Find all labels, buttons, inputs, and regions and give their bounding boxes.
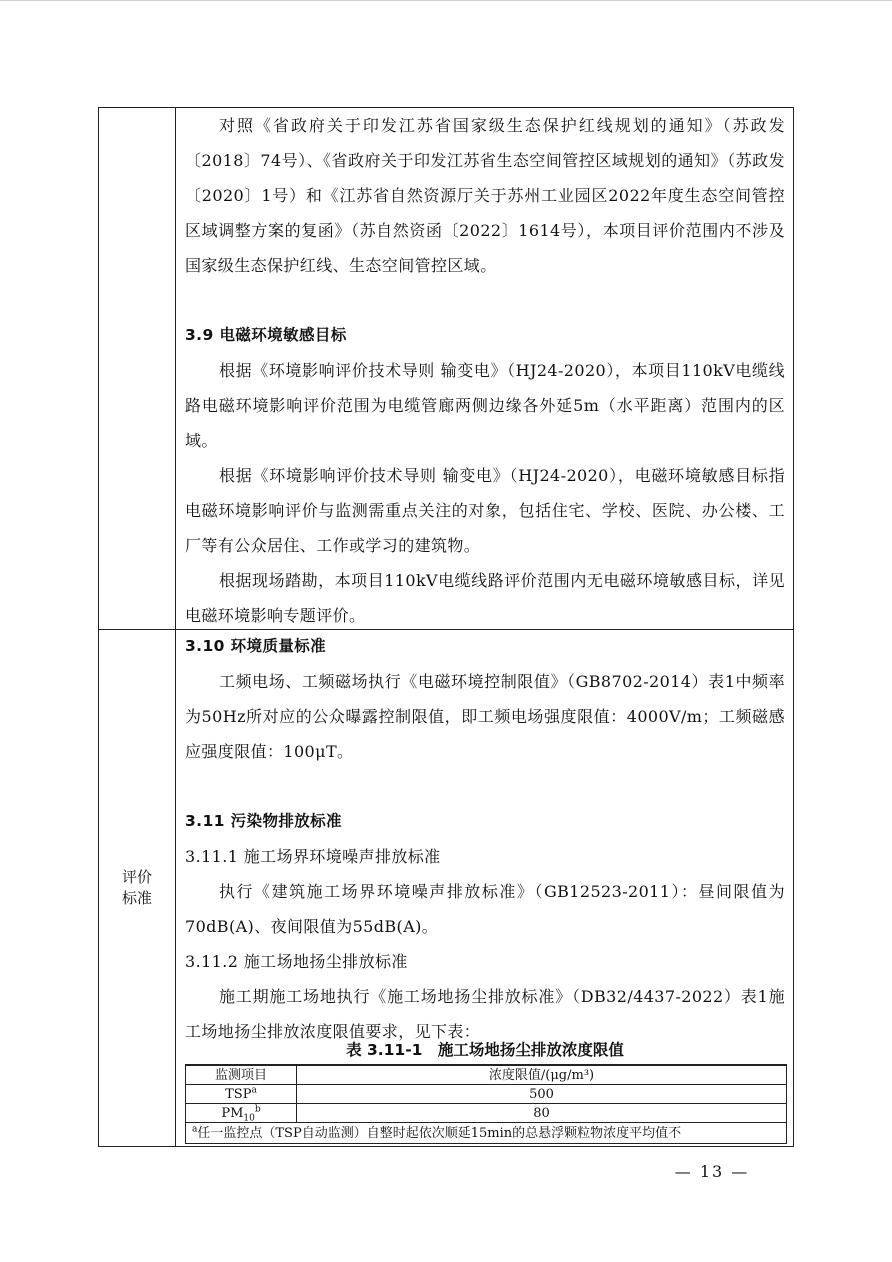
row-value: 500 (297, 1085, 787, 1104)
row-item-name: PM (221, 1105, 244, 1121)
section-3-9-paragraph-3: 根据现场踏勘，本项目110kV电缆线路评价范围内无电磁环境敏感目标，详见电磁环境影响专题评价。 (185, 571, 785, 625)
note-text: 任一监控点（TSP自动监测）自整时起依次顺延15min的总悬浮颗粒物浓度平均值不 (197, 1125, 682, 1141)
row-item-footnote-mark: b (254, 1104, 261, 1115)
section-3-11-1-paragraph: 执行《建筑施工场界环境噪声排放标准》（GB12523-2011）：昼间限值为70dB(A)、夜间限值为55dB(A)。 (185, 882, 785, 936)
section-3-11-heading: 3.11 污染物排放标准 (185, 812, 342, 830)
section-3-10-paragraph: 工频电场、工频磁场执行《电磁环境控制限值》（GB8702-2014）表1中频率为50Hz所对应的公众曝露控制限值，即工频电场强度限值：4000V/m；工频磁感应强度限值：100μT。 (185, 672, 785, 761)
table-header-row (186, 1065, 787, 1085)
section-3-11-1-heading: 3.11.1 施工场界环境噪声排放标准 (185, 847, 441, 866)
note-footnote-mark: a (192, 1124, 198, 1135)
section-3-11-2-heading: 3.11.2 施工场地扬尘排放标准 (185, 952, 408, 971)
page-top-line (0, 0, 892, 1)
dust-limit-table (185, 1064, 787, 1144)
lower-content-cell (185, 629, 785, 1049)
row-item-footnote-mark: a (251, 1085, 257, 1096)
section-3-9-paragraph-2: 根据《环境影响评价技术导则 输变电》（HJ24-2020），电磁环境敏感目标指电磁环境影响评价与监测需重点关注的对象，包括住宅、学校、医院、办公楼、工厂等有公众居住、工作或学习的建筑物。 (185, 466, 785, 555)
ecological-redline-paragraph: 对照《省政府关于印发江苏省国家级生态保护红线规划的通知》（苏政发〔2018〕74号）、《省政府关于印发江苏省生态空间管控区域规划的通知》（苏政发〔2020〕1号）和《江苏省自然资源厅关于苏州工业园区2022年度生态空间管控区域调整方案的复函》（苏自然资函〔2022〕1614号），本项目评价范围内不涉及国家级生态保护红线、生态空间管控区域。 (185, 116, 785, 275)
page-number: — 13 — (674, 1162, 750, 1181)
header-limit: 浓度限值/(μg/m³) (297, 1065, 787, 1085)
upper-content-cell (185, 108, 785, 633)
table-caption: 表 3.11-1 施工场地扬尘排放浓度限值 (346, 1041, 624, 1059)
section-3-9-paragraph-1: 根据《环境影响评价技术导则 输变电》（HJ24-2020），本项目110kV电缆线路电磁环境影响评价范围为电缆管廊两侧边缘各外延5m（水平距离）范围内的区域。 (185, 361, 785, 450)
row-item (186, 1104, 297, 1123)
evaluation-standard-cell (99, 630, 175, 1146)
table-row (186, 1104, 787, 1123)
column-divider (175, 108, 176, 1146)
row-item-subscript: 10 (243, 1113, 255, 1124)
section-3-11-2-paragraph: 施工期施工场地执行《施工场地扬尘排放标准》（DB32/4437-2022）表1施工场地扬尘排放浓度限值要求，见下表： (185, 987, 785, 1041)
row-item (186, 1085, 297, 1104)
row-item-name: TSP (225, 1086, 252, 1102)
row-value: 80 (297, 1104, 787, 1123)
table-row (186, 1085, 787, 1104)
evaluation-standard-label: 评价标准 (121, 868, 152, 907)
content-table (98, 107, 794, 1147)
section-3-9-heading: 3.9 电磁环境敏感目标 (185, 326, 347, 344)
header-item: 监测项目 (186, 1065, 297, 1085)
table-note-row (186, 1123, 787, 1144)
section-3-10-heading: 3.10 环境质量标准 (185, 637, 327, 655)
table-note (186, 1123, 787, 1144)
